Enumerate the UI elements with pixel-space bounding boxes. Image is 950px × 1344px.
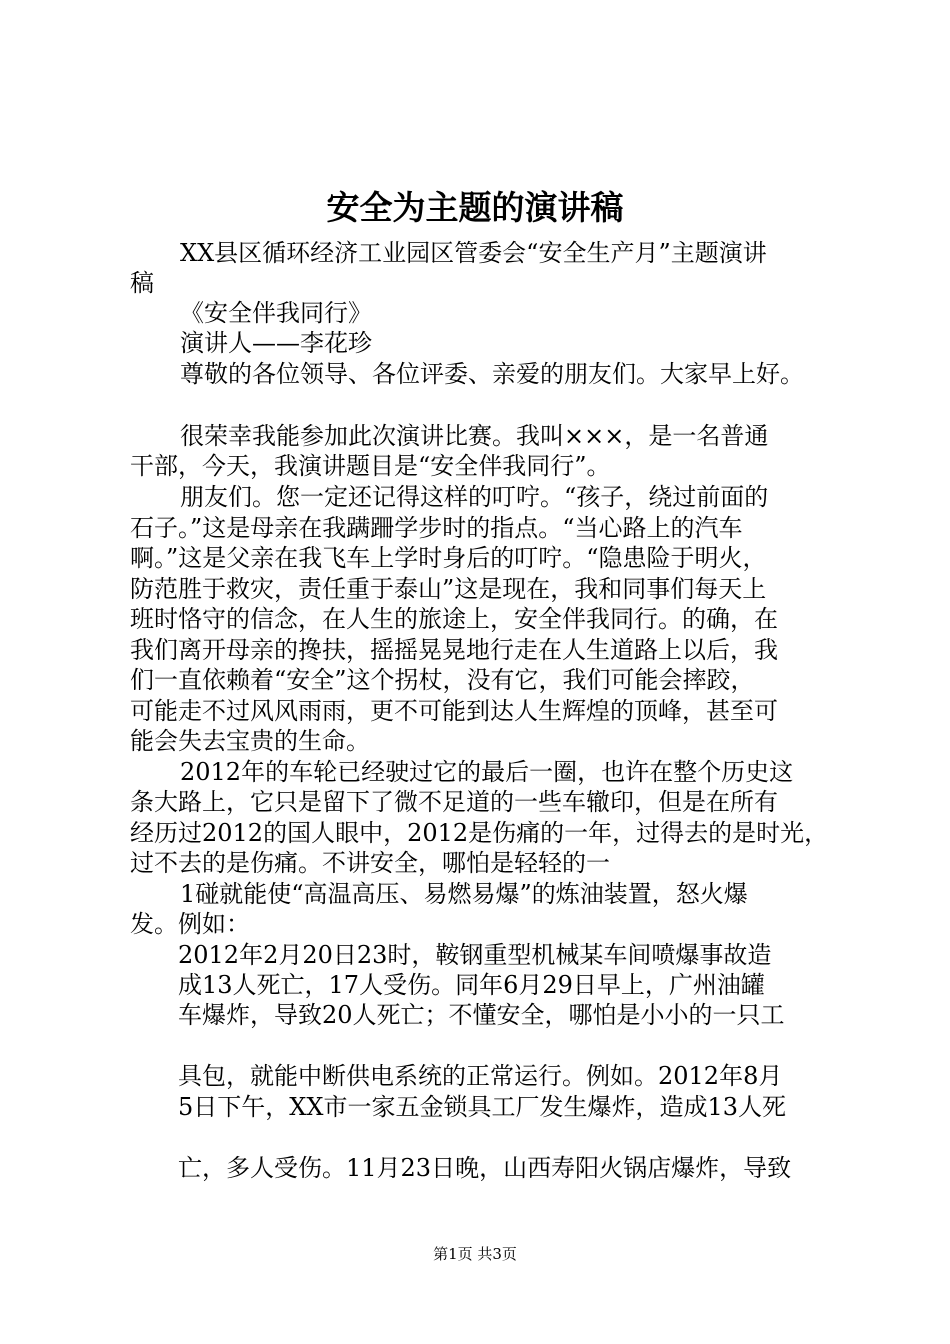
page-number-footer: 第1页 共3页 <box>433 1245 517 1263</box>
paragraph-line: 2012年的车轮已经驶过它的最后一圈，也许在整个历史这 <box>180 758 794 786</box>
paragraph-line: 石子。”这是母亲在我蹒跚学步时的指点。“当心路上的汽车 <box>130 514 743 542</box>
paragraph-line: 啊。”这是父亲在我飞车上学时身后的叮咛。“隐患险于明火， <box>130 544 767 572</box>
paragraph-line: 经历过2012的国人眼中，2012是伤痛的一年，过得去的是时光， <box>130 819 829 847</box>
paragraph-line: 2012年2月20日23时，鞍钢重型机械某车间喷爆事故造 <box>178 941 772 969</box>
speech-title: 《安全伴我同行》 <box>180 299 372 327</box>
paragraph-line: 我们离开母亲的搀扶，摇摇晃晃地行走在人生道路上以后，我 <box>130 636 778 664</box>
paragraph-line: 能会失去宝贵的生命。 <box>130 727 370 755</box>
paragraph-line: 防范胜于救灾，责任重于泰山”这是现在，我和同事们每天上 <box>130 575 767 603</box>
paragraph-line: 班时恪守的信念，在人生的旅途上，安全伴我同行。的确，在 <box>130 605 778 633</box>
subtitle-line-1: XX县区循环经济工业园区管委会“安全生产月”主题演讲 <box>180 239 767 267</box>
paragraph-line: 可能走不过风风雨雨，更不可能到达人生辉煌的顶峰，甚至可 <box>130 697 778 725</box>
paragraph-line: 们一直依赖着“安全”这个拐杖，没有它，我们可能会摔跤， <box>130 666 755 694</box>
greeting-line: 尊敬的各位领导、各位评委、亲爱的朋友们。大家早上好。 <box>180 360 804 388</box>
paragraph-line: 5日下午，XX市一家五金锁具工厂发生爆炸，造成13人死 <box>178 1093 786 1121</box>
paragraph-line: 干部，今天，我演讲题目是“安全伴我同行”。 <box>130 452 611 480</box>
speaker-line: 演讲人——李花珍 <box>180 329 372 357</box>
paragraph-line: 成13人死亡，17人受伤。同年6月29日早上，广州油罐 <box>178 971 765 999</box>
paragraph-line: 车爆炸，导致20人死亡；不懂安全，哪怕是小小的一只工 <box>178 1001 785 1029</box>
paragraph-line: 发。例如： <box>130 910 250 938</box>
paragraph-line: 1碰就能使“高温高压、易燃易爆”的炼油装置，怒火爆 <box>180 880 748 908</box>
paragraph-line: 条大路上，它只是留下了微不足道的一些车辙印，但是在所有 <box>130 788 778 816</box>
paragraph-line: 具包，就能中断供电系统的正常运行。例如。2012年8月 <box>178 1062 783 1090</box>
subtitle-line-2: 稿 <box>130 269 154 297</box>
paragraph-line: 朋友们。您一定还记得这样的叮咛。“孩子，绕过前面的 <box>180 483 769 511</box>
document-title: 安全为主题的演讲稿 <box>326 188 624 227</box>
paragraph-line: 很荣幸我能参加此次演讲比赛。我叫×××，是一名普通 <box>180 422 769 450</box>
paragraph-line: 亡，多人受伤。11月23日晚，山西寿阳火锅店爆炸，导致 <box>178 1154 792 1182</box>
paragraph-line: 过不去的是伤痛。不讲安全，哪怕是轻轻的一 <box>130 849 610 877</box>
